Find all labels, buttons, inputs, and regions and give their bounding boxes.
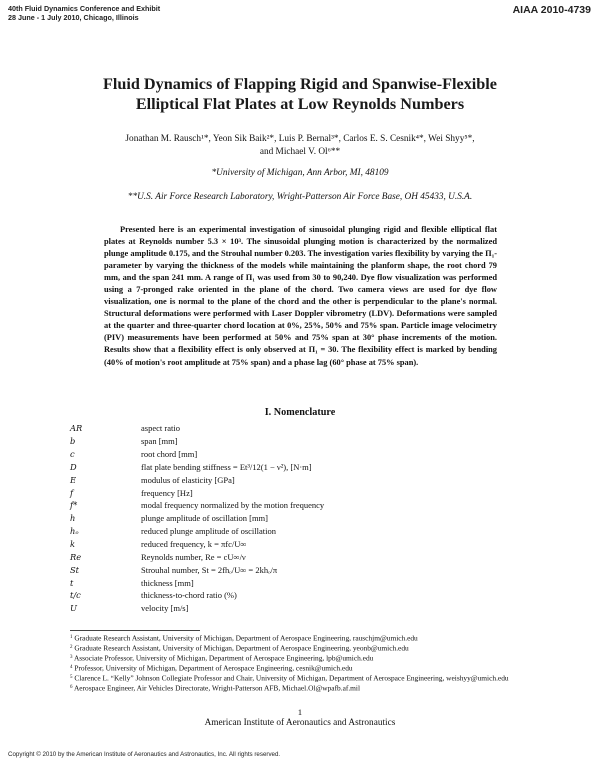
nomenclature-row bbox=[70, 448, 540, 461]
authors-line-2: and Michael V. Ol⁶** bbox=[259, 147, 341, 157]
nomenclature-symbol: Re bbox=[70, 551, 82, 562]
footnote-mark: 6 bbox=[70, 685, 73, 691]
conference-header bbox=[8, 5, 160, 22]
nomenclature-symbol: h bbox=[70, 513, 76, 524]
footnote-mark: 4 bbox=[70, 665, 73, 671]
nomenclature-definition: root chord [mm] bbox=[141, 449, 198, 460]
affiliation-afrl: **U.S. Air Force Research Laboratory, Wright-Patterson Air Force Base, OH 45433, U.S.A. bbox=[127, 192, 473, 202]
nomenclature-row bbox=[70, 473, 540, 486]
nomenclature-definition: flat plate bending stiffness = Et³/12(1 − ν²), [N·m] bbox=[141, 461, 312, 472]
footnote-mark: 2 bbox=[70, 645, 73, 651]
nomenclature-symbol: E bbox=[70, 474, 77, 485]
footnote bbox=[70, 663, 532, 673]
nomenclature-definition: velocity [m/s] bbox=[141, 603, 189, 614]
footnote-mark: 1 bbox=[70, 635, 73, 640]
section-heading-nomenclature: I. Nomenclature bbox=[264, 407, 336, 418]
nomenclature-row bbox=[70, 435, 540, 448]
nomenclature-symbol: k bbox=[70, 539, 76, 550]
footnote-text: Clarence L. “Kelly” Johnson Collegiate Professor and Chair, University of Michigan, Department of Aerospace Engineering, weishyy@umich.edu bbox=[74, 673, 509, 683]
footnotes bbox=[70, 633, 532, 694]
page-number: 1 bbox=[297, 707, 303, 717]
footnote-mark: 5 bbox=[70, 675, 73, 681]
paper-id: AIAA 2010-4739 bbox=[512, 4, 591, 16]
footnote bbox=[70, 633, 532, 643]
nomenclature-symbol: D bbox=[70, 461, 77, 472]
nomenclature-row bbox=[70, 486, 540, 499]
nomenclature-symbol: AR bbox=[70, 423, 83, 434]
abstract: Presented here is an experimental investigation of sinusoidal plunging rigid and flexible elliptical flat plates at Reynolds number 5.3 × 10³. The sinusoidal plunging motion is characterized by the normalized plunge amplitude 0.175, and the Strouhal number 0.203. The investigation varies flexibility by varying the Π₁-parameter by varying the thickness of the models while maintaining the planform shape, the root chord 79 mm, and the span 241 mm. A range of Π₁ was used from 30 to 90,240. Dye flow visualization was performed using a 7-pronged rake oriented in the plane of the chord. Two camera views are used for dye flow visualization, one is normal to the plane of the chord and the other is perpendicular to the plane's normal. Structural deformations were performed with Laser Doppler vibrometry (LDV). Deformations were sampled at the quarter and three-quarter chord location at 0%, 25%, 50% and 75% span. Particle image velocimetry (PIV) measurements have been performed at 50% and 75% span at 30° phase increments of the motion. Results show that a flexibility effect is only observed at Π₁ = 30. The flexibility effect is marked by bending (40% of motion's root amplitude at 75% span) and a phase lag (60° phase at 75% span). bbox=[104, 225, 497, 367]
nomenclature-row bbox=[70, 589, 540, 602]
organization-footer: American Institute of Aeronautics and Astronautics bbox=[204, 718, 396, 728]
nomenclature-row bbox=[70, 499, 540, 512]
affiliation-university: *University of Michigan, Ann Arbor, MI, 48109 bbox=[211, 168, 389, 178]
footnote bbox=[70, 673, 532, 683]
nomenclature-definition: modal frequency normalized by the motion frequency bbox=[141, 500, 325, 511]
nomenclature-row bbox=[70, 563, 540, 576]
paper-title bbox=[0, 74, 600, 114]
nomenclature-row bbox=[70, 602, 540, 615]
copyright-notice: Copyright © 2010 by the American Institute of Aeronautics and Astronautics, Inc. All rights reserved. bbox=[8, 751, 281, 758]
footnote-divider bbox=[70, 630, 200, 631]
nomenclature-symbol: U bbox=[70, 603, 77, 614]
nomenclature-definition: aspect ratio bbox=[141, 423, 180, 434]
nomenclature-symbol: t/c bbox=[70, 590, 81, 601]
nomenclature-row bbox=[70, 461, 540, 474]
footnote-text: Associate Professor, University of Michigan, Department of Aerospace Engineering, lpb@umich.edu bbox=[73, 653, 374, 663]
nomenclature-symbol: c bbox=[70, 449, 75, 460]
authors-line-1: Jonathan M. Rausch¹*, Yeon Sik Baik²*, Luis P. Bernal³*, Carlos E. S. Cesnik⁴*, Wei Shyy⁵*, bbox=[125, 134, 475, 144]
nomenclature-definition: frequency [Hz] bbox=[141, 487, 193, 498]
nomenclature-row bbox=[70, 538, 540, 551]
title-line-2: Elliptical Flat Plates at Low Reynolds Numbers bbox=[135, 95, 465, 113]
nomenclature-row bbox=[70, 512, 540, 525]
footnote bbox=[70, 643, 532, 653]
nomenclature-definition: span [mm] bbox=[141, 436, 178, 447]
footnote-text: Professor, University of Michigan, Department of Aerospace Engineering, cesnik@umich.edu bbox=[74, 663, 353, 673]
nomenclature-row bbox=[70, 422, 540, 435]
nomenclature-symbol: f* bbox=[70, 500, 78, 511]
conference-dates: 28 June - 1 July 2010, Chicago, Illinois bbox=[8, 12, 139, 22]
nomenclature-definition: Reynolds number, Re = cU∞/ν bbox=[141, 551, 246, 562]
footnote-text: Graduate Research Assistant, University of Michigan, Department of Aerospace Engineering, rauschjm@umich.edu bbox=[74, 633, 418, 643]
footnote bbox=[70, 653, 532, 663]
nomenclature-definition: plunge amplitude of oscillation [mm] bbox=[141, 513, 269, 524]
nomenclature-definition: Strouhal number, St = 2fhₒ/U∞ = 2khₒ/π bbox=[141, 564, 278, 575]
nomenclature-symbol: t bbox=[70, 577, 74, 588]
nomenclature-definition: reduced plunge amplitude of oscillation bbox=[141, 526, 277, 537]
nomenclature-row bbox=[70, 576, 540, 589]
author-list bbox=[60, 133, 540, 159]
nomenclature-definition: modulus of elasticity [GPa] bbox=[141, 474, 235, 485]
nomenclature-definition: thickness-to-chord ratio (%) bbox=[141, 590, 237, 601]
footnote bbox=[70, 683, 532, 693]
nomenclature-row bbox=[70, 525, 540, 538]
nomenclature-symbol: St bbox=[70, 564, 80, 575]
nomenclature-list bbox=[70, 422, 540, 615]
footnote-mark: 3 bbox=[70, 655, 73, 661]
title-line-1: Fluid Dynamics of Flapping Rigid and Spanwise-Flexible bbox=[103, 75, 497, 93]
nomenclature-symbol: hₒ bbox=[70, 526, 79, 537]
nomenclature-definition: thickness [mm] bbox=[141, 577, 194, 588]
footnote-text: Aerospace Engineer, Air Vehicles Directorate, Wright-Patterson AFB, Michael.Ol@wpafb.af.mil bbox=[73, 683, 361, 693]
nomenclature-row bbox=[70, 550, 540, 563]
footnote-text: Graduate Research Assistant, University of Michigan, Department of Aerospace Engineering, yeonb@umich.edu bbox=[74, 643, 409, 653]
nomenclature-symbol: f bbox=[70, 487, 74, 498]
nomenclature-symbol: b bbox=[70, 436, 76, 447]
nomenclature-definition: reduced frequency, k = πfc/U∞ bbox=[141, 539, 247, 550]
conference-name: 40th Fluid Dynamics Conference and Exhibit bbox=[8, 4, 161, 13]
